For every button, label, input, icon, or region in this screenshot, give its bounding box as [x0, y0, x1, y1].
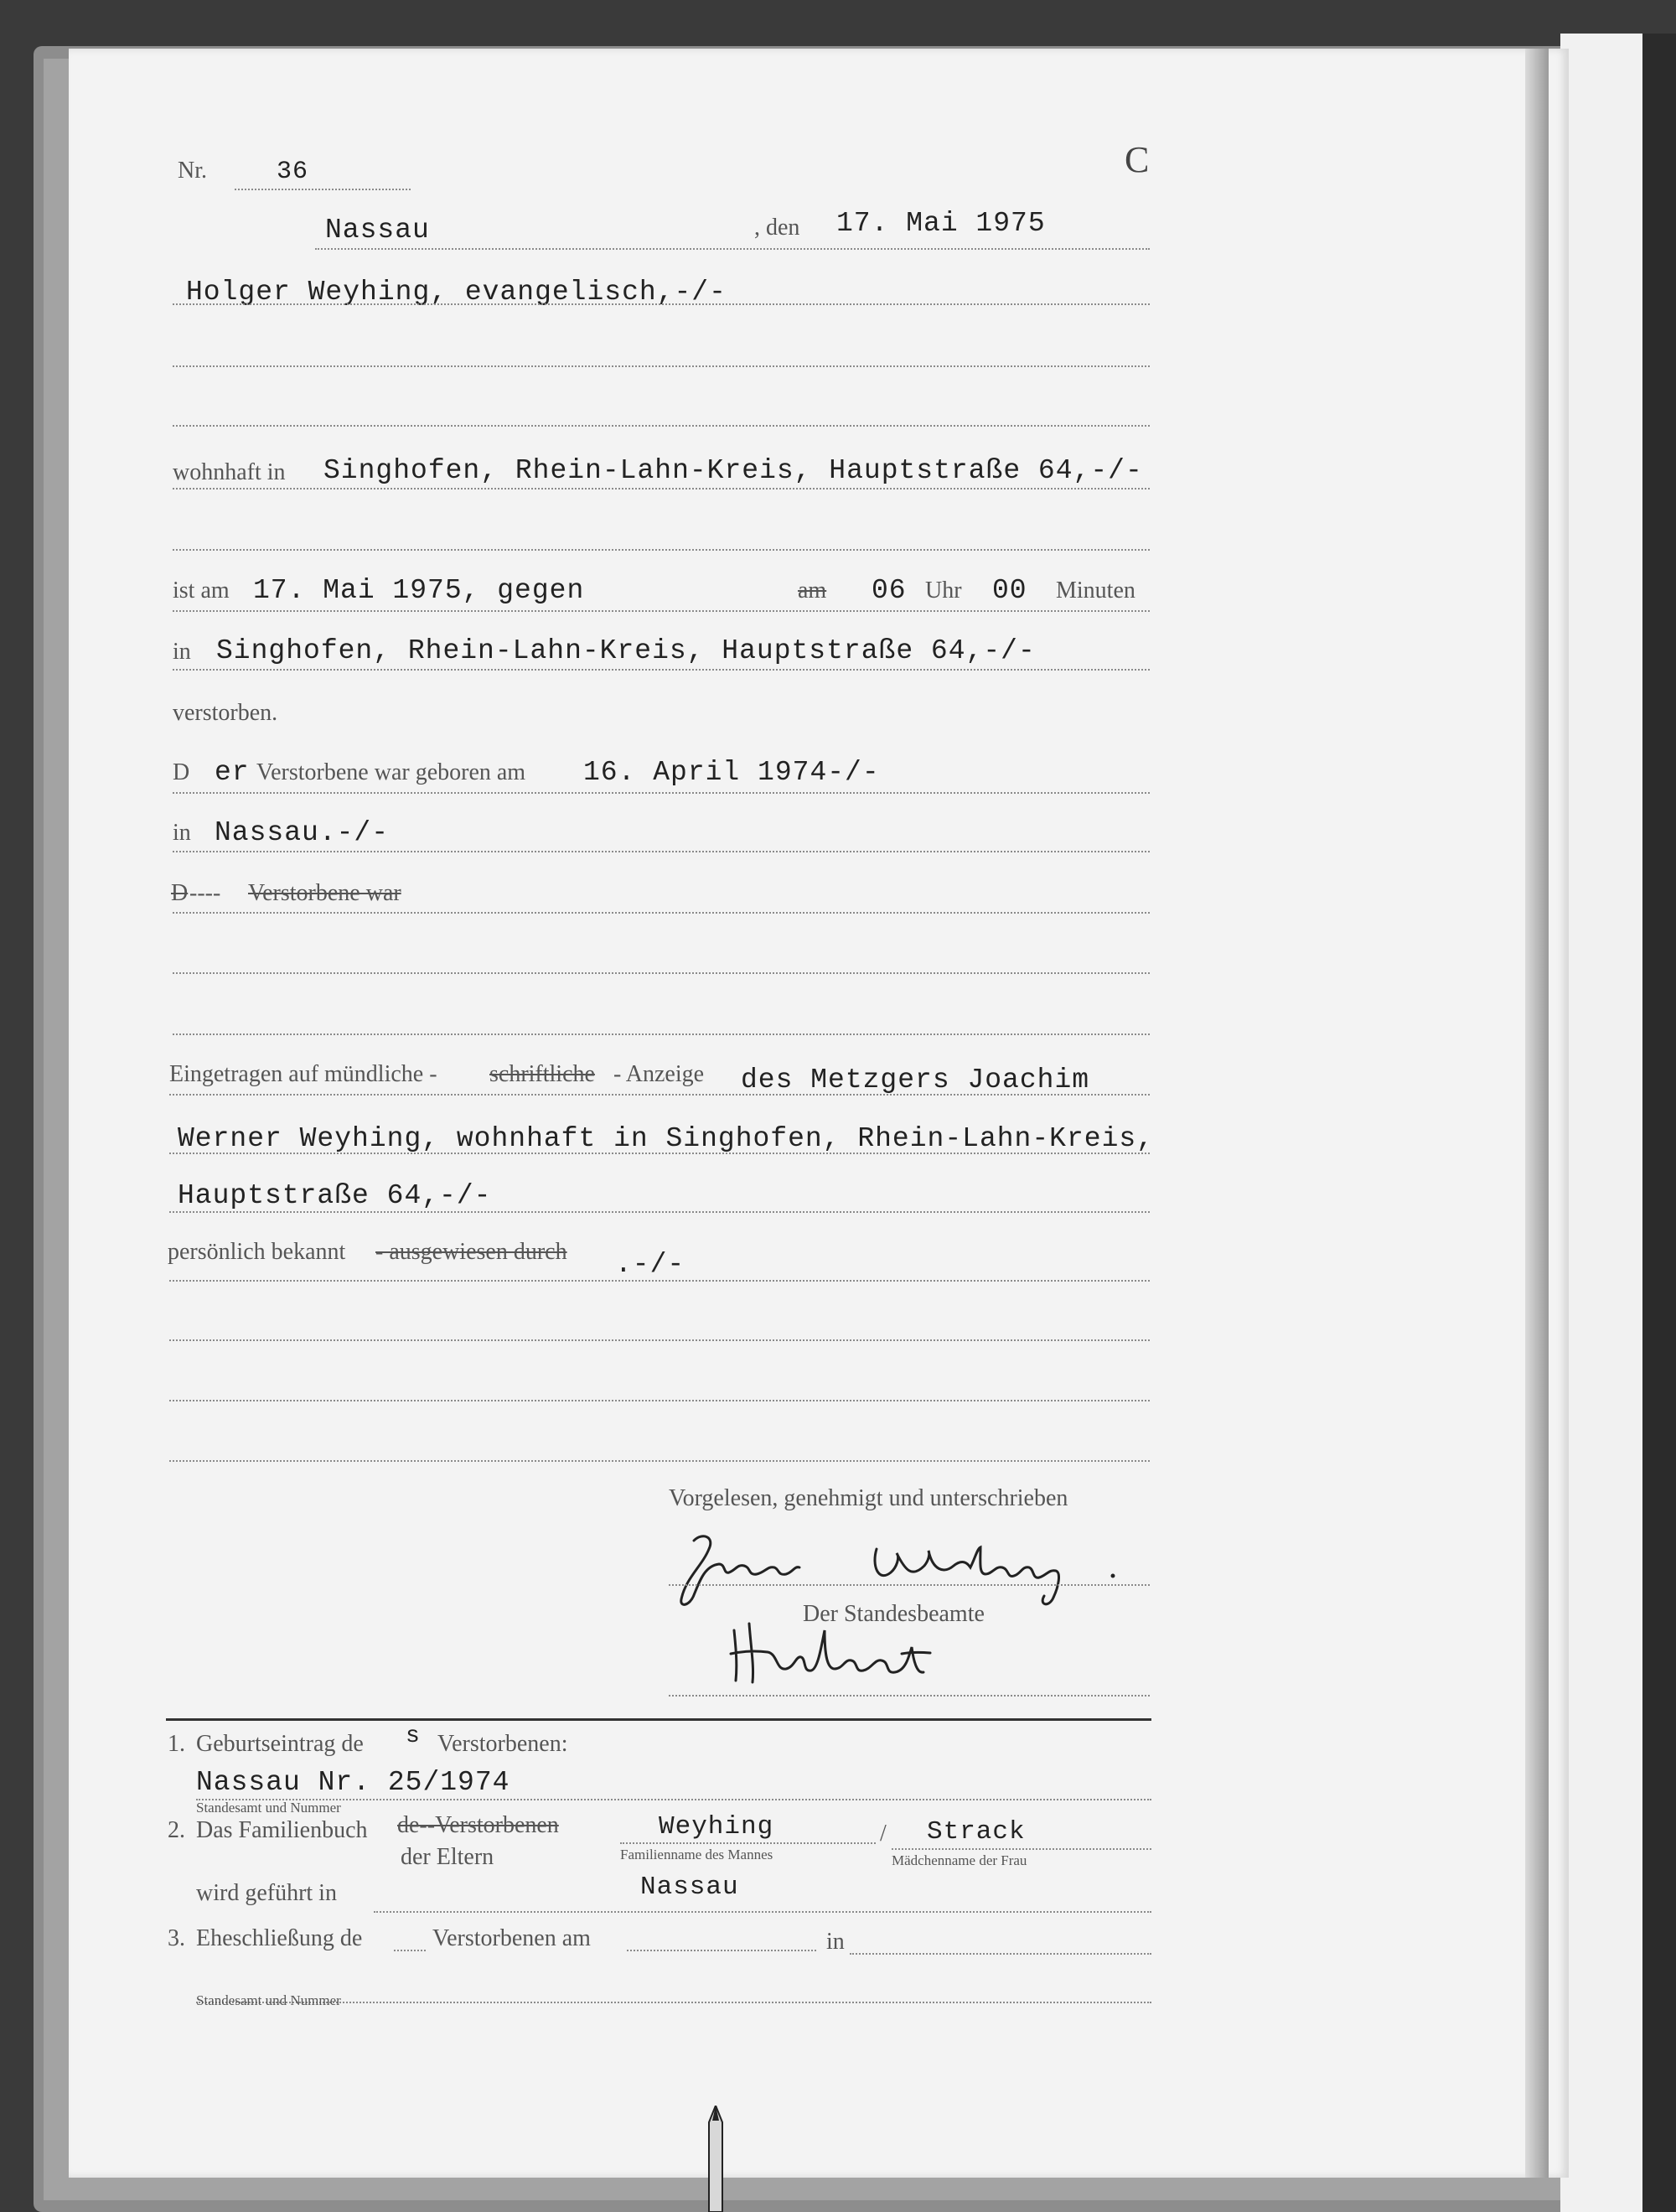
informant-sig-line [669, 1584, 1150, 1586]
report-line-3 [169, 1211, 1150, 1213]
residence-line [173, 488, 1150, 490]
marriage-date-line [627, 1950, 816, 1951]
item2-struck: de--Verstorbenen [397, 1812, 559, 1838]
deceased-name: Holger Weyhing, evangelisch,-/- [186, 277, 727, 308]
item1-number: 1. [168, 1731, 185, 1757]
birth-entry: Nassau Nr. 25/1974 [196, 1767, 510, 1798]
known-struck: - ausgewiesen durch [375, 1239, 567, 1265]
page-gutter [1525, 49, 1549, 2178]
book-edge [1642, 34, 1676, 2212]
footer-rule [166, 1718, 1151, 1721]
marriage-place-line [850, 1953, 1151, 1955]
registrar-sig-line [669, 1695, 1150, 1697]
death-date-line [173, 610, 1150, 612]
birth-date-line [173, 792, 1150, 794]
known-line [169, 1280, 1150, 1282]
ist-am-label: ist am [173, 578, 230, 604]
minuten-label: Minuten [1056, 578, 1135, 604]
husband-line [620, 1842, 876, 1844]
married-dashes: ---- [189, 880, 221, 906]
blank-line-3 [169, 1460, 1150, 1462]
residence: Singhofen, Rhein-Lahn-Kreis, Hauptstraße 64,-/- [323, 455, 1143, 486]
known-value: .-/- [615, 1249, 685, 1280]
report-label-2: - Anzeige [613, 1061, 705, 1087]
registrar-label: Der Standesbeamte [803, 1601, 985, 1627]
nr-label: Nr. [178, 158, 207, 184]
report-label: Eingetragen auf mündliche - [169, 1061, 437, 1087]
report-text-1: des Metzgers Joachim [741, 1065, 1090, 1096]
name-slash: / [880, 1821, 887, 1847]
report-line-2 [169, 1153, 1150, 1154]
am-struck: am [798, 578, 827, 604]
pen-tip [707, 2106, 724, 2212]
known-label: persönlich bekannt [168, 1239, 346, 1265]
corner-letter: C [1125, 139, 1150, 180]
born-label: Verstorbene war geboren am [256, 759, 526, 785]
born-er: er [215, 757, 250, 788]
entry-date: 17. Mai 1975 [836, 208, 1046, 239]
wife-line [892, 1848, 1151, 1850]
married-line-2 [173, 972, 1150, 974]
verstorben-label: verstorben. [173, 700, 278, 726]
born-d: D [173, 759, 190, 785]
register-page [69, 49, 1569, 2178]
married-d: D [171, 880, 189, 906]
residence-line-2 [173, 549, 1150, 551]
item3-label: Eheschließung de [196, 1925, 363, 1951]
blank-line-1 [169, 1339, 1150, 1341]
death-hour: 06 [872, 575, 907, 606]
in-label: in [173, 639, 191, 665]
name-line-2 [173, 365, 1150, 367]
item3-gap-line [394, 1950, 426, 1951]
uhr-label: Uhr [925, 578, 962, 604]
married-line-1 [173, 912, 1150, 914]
item3-number: 3. [168, 1925, 185, 1951]
item3-in-label: in [826, 1929, 845, 1955]
blank-line-2 [169, 1400, 1150, 1401]
item1-label-b: Verstorbenen: [437, 1731, 568, 1757]
report-struck: schriftliche [489, 1061, 595, 1087]
name-line-3 [173, 425, 1150, 427]
date-line [315, 248, 1150, 250]
item2-eltern: der Eltern [401, 1844, 494, 1870]
item3-caption: Standesamt und Nummer [196, 1992, 341, 2008]
birth-place-line [173, 851, 1150, 852]
name-line-1 [173, 303, 1150, 305]
item3-label-b: Verstorbenen am [432, 1925, 591, 1951]
informant-signature [677, 1532, 1130, 1608]
married-line-3 [173, 1033, 1150, 1035]
husband-caption: Familienname des Mannes [620, 1847, 773, 1862]
report-line-1 [169, 1094, 1150, 1096]
report-text-3: Hauptstraße 64,-/- [178, 1180, 492, 1211]
wohnhaft-label: wohnhaft in [173, 459, 286, 485]
birth-date: 16. April 1974-/- [583, 757, 880, 788]
item1-s: s [406, 1723, 421, 1749]
death-minute: 00 [992, 575, 1027, 606]
den-label: , den [754, 215, 800, 241]
death-date: 17. Mai 1975, gegen [253, 575, 585, 606]
birth-in-label: in [173, 820, 191, 846]
report-text-2: Werner Weyhing, wohnhaft in Singhofen, Rhein-Lahn-Kreis, [178, 1123, 1154, 1154]
place: Nassau [325, 215, 430, 246]
item1-label: Geburtseintrag de [196, 1731, 364, 1757]
nr-line [235, 189, 411, 190]
married-struck: Verstorbene war [248, 880, 401, 906]
item2-number: 2. [168, 1817, 185, 1843]
wife-name: Strack [927, 1817, 1026, 1847]
wife-caption: Mädchenname der Frau [892, 1852, 1027, 1868]
registrar-signature [726, 1614, 960, 1689]
item2-label: Das Familienbuch [196, 1817, 368, 1843]
kept-line [374, 1911, 1151, 1913]
read-approved-label: Vorgelesen, genehmigt und unterschrieben [669, 1485, 1068, 1511]
item1-caption: Standesamt und Nummer [196, 1800, 341, 1816]
death-place: Singhofen, Rhein-Lahn-Kreis, Hauptstraße 64,-/- [216, 635, 1036, 666]
birth-place: Nassau.-/- [215, 817, 390, 848]
entry-number: 36 [277, 158, 309, 186]
kept-label: wird geführt in [196, 1880, 337, 1906]
husband-name: Weyhing [659, 1812, 774, 1842]
kept-place: Nassau [640, 1873, 739, 1902]
death-place-line [173, 669, 1150, 671]
